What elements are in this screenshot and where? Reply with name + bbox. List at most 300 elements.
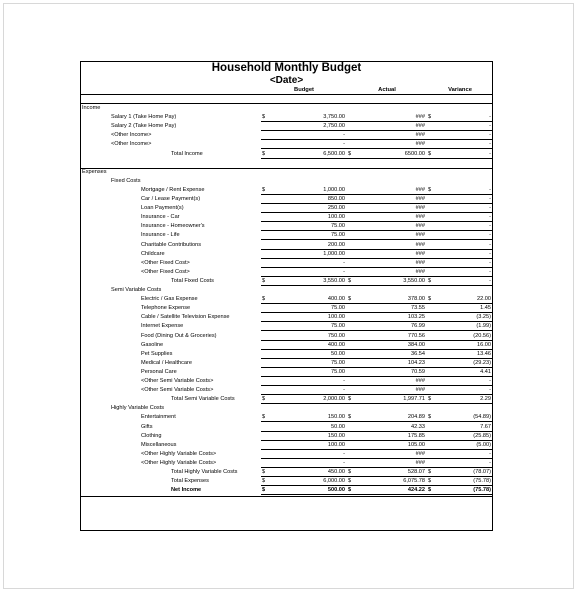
variance-cell [427,432,493,441]
variance-cell [427,423,493,432]
actual-cell [347,113,427,122]
cell-value: 75.00 [331,223,345,230]
actual-cell [347,468,427,477]
sheet-title: Household Monthly Budget [211,62,362,74]
cell-value: ### [415,378,425,384]
actual-cell [347,313,427,322]
column-header-variance: Variance [448,87,472,93]
row-label: Childcare [141,250,165,257]
cell-value: - [489,277,491,284]
cell-underline [427,195,493,204]
cell-value: 75.00 [331,323,345,330]
variance-cell [427,222,493,231]
actual-cell [347,150,427,159]
table-row [81,122,492,131]
cell-underline [427,377,493,386]
cell-underline [427,150,493,159]
table-row [81,368,492,377]
actual-cell [347,195,427,204]
row-label: Pet Supplies [141,350,173,357]
currency-symbol: $ [428,186,432,193]
cell-value: 42.33 [411,423,425,430]
table-row [81,395,492,404]
budget-cell [261,195,347,204]
cell-underline [427,259,493,268]
cell-value: - [489,459,491,466]
table-row [81,313,492,322]
cell-value: 200.00 [327,241,345,248]
cell-value: 1,000.00 [323,186,345,193]
expenses-divider [81,168,492,169]
cell-value: ### [415,459,425,466]
currency-symbol: $ [262,414,266,421]
cell-value: 750.00 [327,332,345,339]
cell-value: ### [415,223,425,230]
cell-value: 384.00 [407,341,425,348]
actual-cell [347,477,427,486]
cell-value: ### [415,250,425,257]
cell-underline [427,450,493,459]
budget-cell [261,477,347,486]
row-label: Internet Expense [141,323,184,330]
cell-value: 204.89 [407,414,425,421]
cell-value: 150.00 [327,432,345,439]
table-row [81,423,492,432]
cell-value: 22.00 [477,296,491,303]
table-row [81,286,492,295]
cell-value: ### [415,387,425,394]
actual-cell [347,441,427,450]
cell-value: - [489,186,491,193]
currency-symbol: $ [348,414,352,421]
budget-cell [261,213,347,222]
currency-symbol: $ [428,469,432,475]
currency-symbol: $ [428,487,432,494]
cell-value: - [489,141,491,148]
budget-cell [261,241,347,250]
variance-cell [427,450,493,459]
budget-cell [261,150,347,159]
cell-value: 850.00 [327,196,345,202]
cell-underline [427,122,493,131]
budget-cell [261,222,347,231]
row-label: Expenses [82,168,107,175]
table-row [81,268,492,277]
variance-cell [427,350,493,359]
budget-cell [261,486,347,495]
row-label: Cable / Satellite Television Expense [141,314,230,321]
cell-value: 105.00 [407,441,425,448]
row-label: Salary 2 (Take Home Pay) [111,123,177,130]
row-label: Electric / Gas Expense [141,296,198,303]
table-row [81,222,492,231]
cell-value: 6,000.00 [323,478,345,485]
sheet-date: <Date> [269,75,304,86]
row-label: Telephone Expense [141,305,191,312]
budget-cell [261,313,347,322]
budget-cell [261,268,347,277]
cell-value: 250.00 [327,205,345,212]
cell-value: - [489,232,491,239]
actual-cell [347,259,427,268]
currency-symbol: $ [262,487,266,494]
budget-cell [261,204,347,213]
table-row [81,259,492,268]
cell-value: - [489,205,491,212]
budget-cell [261,432,347,441]
variance-cell [427,332,493,341]
cell-underline [427,204,493,213]
cell-underline [261,386,347,395]
actual-cell [347,395,427,404]
actual-cell [347,304,427,313]
budget-cell [261,113,347,122]
cell-value: 3,750.00 [323,114,345,121]
cell-value: - [489,132,491,139]
table-row [81,350,492,359]
budget-cell [261,259,347,268]
table-row [81,450,492,459]
budget-cell [261,322,347,331]
cell-value: 16.00 [477,341,491,348]
variance-cell [427,322,493,331]
currency-symbol: $ [262,478,266,485]
row-label: <Other Semi Variable Costs> [141,378,214,384]
budget-cell [261,332,347,341]
cell-value: 6,075.78 [403,478,425,485]
cell-underline [427,277,493,286]
table-row [81,186,492,195]
currency-symbol: $ [262,469,266,475]
cell-value: - [343,378,345,384]
currency-symbol: $ [348,469,352,475]
cell-value: 1.45 [480,305,491,312]
actual-cell [347,140,427,149]
actual-cell [347,423,427,432]
cell-value: ### [415,141,425,148]
actual-cell [347,486,427,495]
budget-cell [261,277,347,286]
cell-value: - [343,132,345,139]
table-row [81,295,492,304]
table-row [81,304,492,313]
cell-value: - [489,123,491,130]
table-row [81,231,492,240]
actual-cell [347,332,427,341]
variance-cell [427,359,493,368]
cell-value: ### [415,205,425,212]
row-label: Total Expenses [171,478,209,485]
table-row [81,341,492,350]
cell-underline [261,140,347,149]
currency-symbol: $ [428,296,432,303]
cell-value: ### [415,186,425,193]
actual-cell [347,231,427,240]
cell-underline [261,459,347,468]
row-label: <Other Fixed Cost> [141,268,190,275]
table-row [81,159,492,168]
cell-value: (75.78) [473,487,491,494]
cell-value: 50.00 [331,350,345,357]
table-row [81,477,492,486]
variance-cell [427,268,493,277]
budget-cell [261,131,347,140]
column-header-budget: Budget [294,87,314,93]
table-row [81,459,492,468]
row-label: Food (Dining Out & Groceries) [141,332,217,339]
table-row [81,486,492,495]
row-label: <Other Fixed Cost> [141,259,190,266]
actual-cell [347,295,427,304]
variance-cell [427,295,493,304]
row-label: Clothing [141,432,162,439]
row-label: Fixed Costs [111,177,141,184]
variance-cell [427,377,493,386]
cell-value: - [489,450,491,457]
row-label: Insurance - Homeowner's [141,223,205,230]
row-label: Insurance - Car [141,214,180,221]
currency-symbol: $ [348,150,352,157]
table-row [81,413,492,422]
variance-cell [427,459,493,468]
row-label: Entertainment [141,414,176,421]
currency-symbol: $ [348,296,352,303]
cell-value: (29.23) [473,359,491,366]
row-label: Highly Variable Costs [111,405,165,412]
cell-value: - [489,259,491,266]
cell-value: 75.00 [331,305,345,312]
table-row [81,250,492,259]
cell-value: 36.54 [411,350,425,357]
cell-underline [427,250,493,259]
actual-cell [347,322,427,331]
cell-value: - [489,387,491,394]
row-label: Total Income [171,150,203,157]
cell-value: 150.00 [327,414,345,421]
budget-cell [261,359,347,368]
row-label: Total Semi Variable Costs [171,396,235,403]
cell-underline [427,113,493,122]
cell-underline [427,131,493,140]
variance-cell [427,468,493,477]
budget-cell [261,250,347,259]
cell-value: 378.00 [407,296,425,303]
table-row [81,386,492,395]
cell-value: 1,997.71 [403,396,425,403]
cell-value: ### [415,259,425,266]
variance-cell [427,304,493,313]
budget-cell [261,386,347,395]
table-row [81,131,492,140]
row-label: Loan Payment(s) [141,205,184,212]
cell-value: (54.89) [473,414,491,421]
actual-cell [347,386,427,395]
cell-value: 3,550.00 [403,277,425,284]
cell-value: 175.85 [407,432,425,439]
cell-value: 400.00 [327,341,345,348]
variance-cell [427,150,493,159]
table-end-divider [81,496,492,497]
cell-value: 100.00 [327,314,345,321]
actual-cell [347,268,427,277]
variance-cell [427,250,493,259]
currency-symbol: $ [428,396,432,403]
cell-underline [427,213,493,222]
cell-value: 73.55 [411,305,425,312]
variance-cell [427,113,493,122]
cell-value: (1.99) [476,323,491,330]
actual-cell [347,131,427,140]
budget-sheet [80,61,493,531]
actual-cell [347,413,427,422]
cell-value: 6,500.00 [323,150,345,157]
cell-value: 7.67 [480,423,491,430]
cell-value: - [343,387,345,394]
cell-value: ### [415,214,425,221]
row-label: Car / Lease Payment(s) [141,196,201,202]
row-label: <Other Income> [111,132,152,139]
cell-value: 3,550.00 [323,277,345,284]
actual-cell [347,359,427,368]
actual-cell [347,459,427,468]
actual-cell [347,368,427,377]
currency-symbol: $ [428,150,432,157]
cell-value: ### [415,123,425,130]
table-row [81,432,492,441]
cell-value: 104.23 [407,359,425,366]
row-label: Salary 1 (Take Home Pay) [111,114,177,121]
row-label: Medical / Healthcare [141,359,192,366]
cell-underline [427,268,493,277]
variance-cell [427,441,493,450]
variance-cell [427,341,493,350]
table-row [81,177,492,186]
table-row [81,140,492,149]
table-row [81,204,492,213]
cell-value: (5.00) [476,441,491,448]
table-row [81,195,492,204]
actual-cell [347,213,427,222]
cell-value: - [343,450,345,457]
cell-value: (75.78) [473,478,491,485]
cell-value: 424.22 [407,487,425,494]
budget-cell [261,395,347,404]
cell-value: 770.56 [407,332,425,339]
currency-symbol: $ [428,478,432,485]
cell-underline [427,241,493,250]
cell-value: 2,750.00 [323,123,345,130]
currency-symbol: $ [348,277,352,284]
cell-value: 4.41 [480,368,491,375]
cell-value: 1,000.00 [323,250,345,257]
table-row [81,113,492,122]
variance-cell [427,395,493,404]
cell-value: - [489,196,491,202]
table-row [81,241,492,250]
budget-cell [261,468,347,477]
actual-cell [347,122,427,131]
table-row [81,168,492,177]
cell-underline [261,259,347,268]
currency-symbol: $ [262,277,266,284]
variance-cell [427,241,493,250]
currency-symbol: $ [262,396,266,403]
row-label: Net Income [171,487,202,494]
budget-cell [261,350,347,359]
actual-cell [347,450,427,459]
cell-value: - [489,241,491,248]
budget-cell [261,122,347,131]
budget-cell [261,140,347,149]
cell-value: - [343,459,345,466]
cell-value: ### [415,196,425,202]
cell-underline [427,459,493,468]
cell-value: ### [415,268,425,275]
cell-value: ### [415,450,425,457]
variance-cell [427,486,493,495]
cell-value: - [489,250,491,257]
cell-value: 450.00 [327,469,345,475]
variance-cell [427,313,493,322]
table-row [81,404,492,413]
budget-cell [261,304,347,313]
cell-value: (20.56) [473,332,491,339]
cell-value: 103.25 [407,314,425,321]
currency-symbol: $ [262,114,266,121]
cell-underline [261,450,347,459]
actual-cell [347,186,427,195]
cell-value: - [489,150,491,157]
cell-value: 50.00 [331,423,345,430]
cell-value: (3.25) [476,314,491,321]
variance-cell [427,186,493,195]
budget-cell [261,231,347,240]
variance-cell [427,368,493,377]
cell-value: - [489,268,491,275]
cell-value: ### [415,132,425,139]
row-label: Gifts [141,423,153,430]
row-label: Total Highly Variable Costs [171,469,238,475]
budget-cell [261,459,347,468]
currency-symbol: $ [348,396,352,403]
cell-value: - [489,214,491,221]
row-label: <Other Semi Variable Costs> [141,387,214,394]
variance-cell [427,131,493,140]
cell-value: - [343,259,345,266]
budget-cell [261,295,347,304]
actual-cell [347,277,427,286]
cell-value: 100.00 [327,214,345,221]
currency-symbol: $ [428,277,432,284]
currency-symbol: $ [262,296,266,303]
row-label: Gasoline [141,341,164,348]
table-row [81,104,492,113]
budget-cell [261,441,347,450]
cell-value: 13.46 [477,350,491,357]
variance-cell [427,195,493,204]
cell-underline [427,386,493,395]
cell-value: 75.00 [331,359,345,366]
variance-cell [427,213,493,222]
actual-cell [347,432,427,441]
row-label: Charitable Contributions [141,241,202,248]
table-row [81,332,492,341]
row-label: Income [82,105,101,111]
cell-value: - [489,378,491,384]
row-label: Mortgage / Rent Expense [141,186,205,193]
variance-cell [427,386,493,395]
row-label: Miscellaneous [141,441,177,448]
